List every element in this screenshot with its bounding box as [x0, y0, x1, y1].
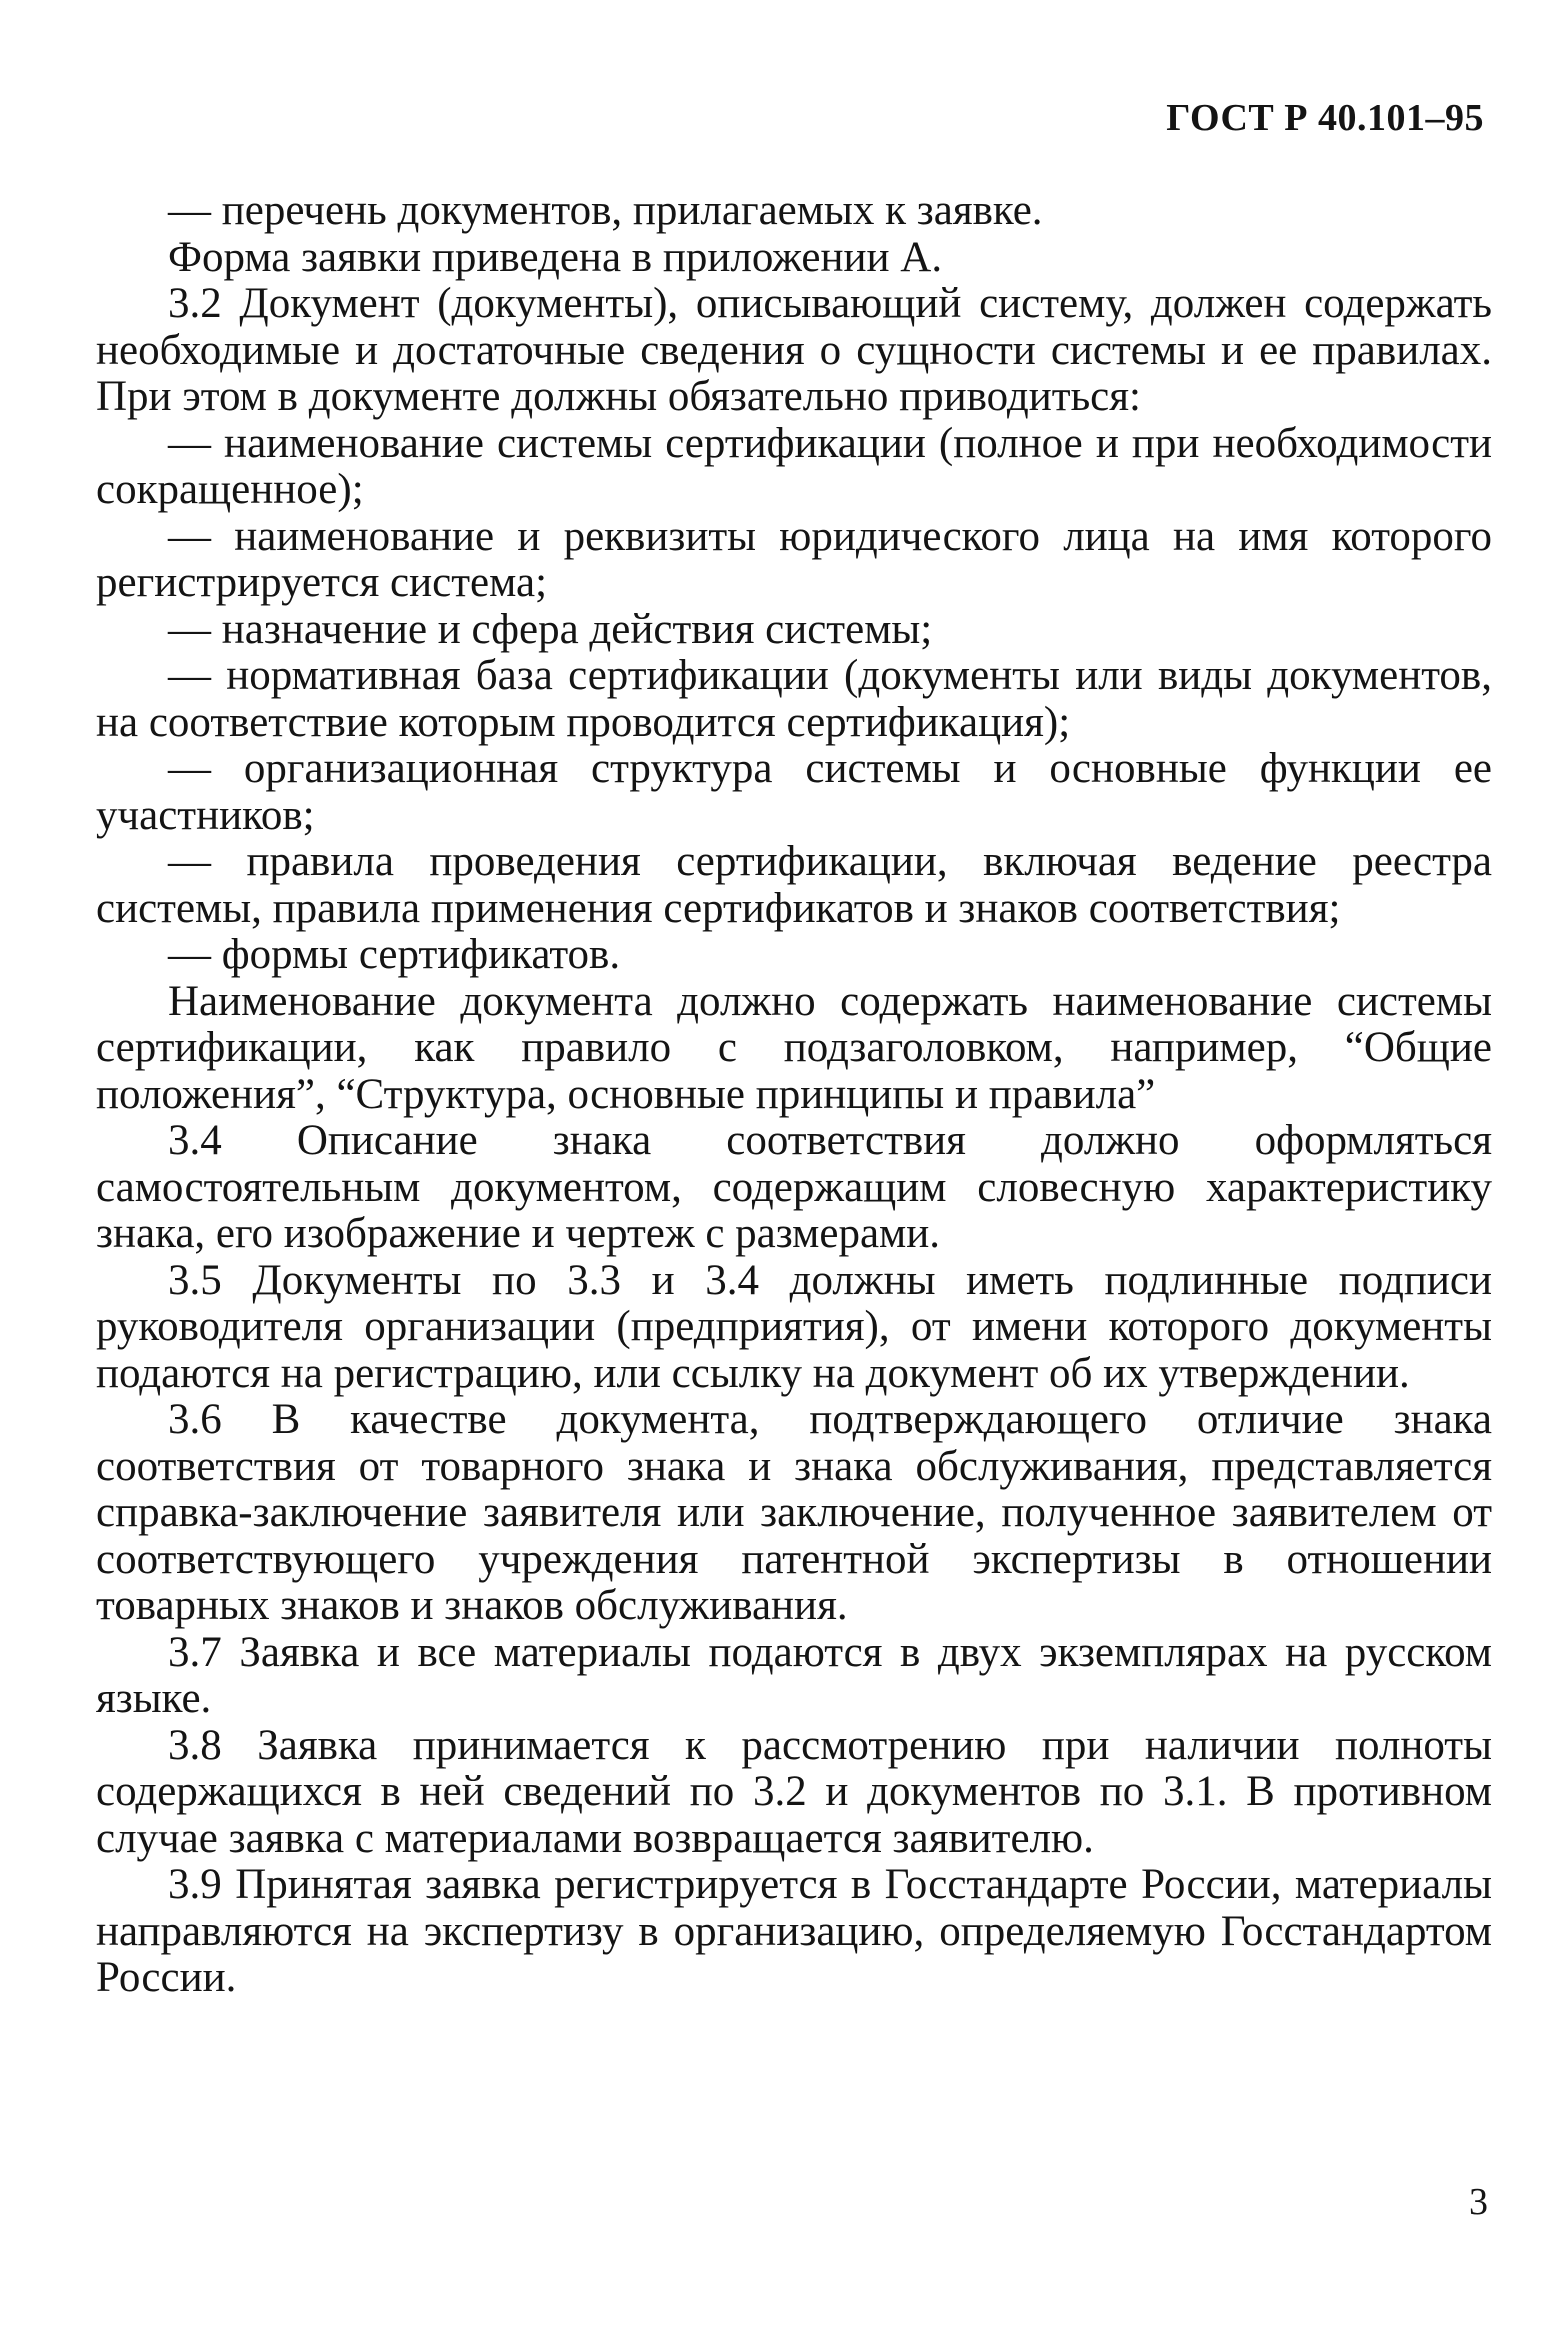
- clause-3-7: 3.7 Заявка и все материалы подаются в двух экземплярах на русском языке.: [96, 1628, 1492, 1722]
- paragraph-document-naming: Наименование документа должно содержать наименование системы сертификации, как правило с подзаголовком, например, “Общие положения”, “Структура, основные принципы и правила”: [96, 977, 1492, 1118]
- list-item-normative-base: — нормативная база сертификации (документы или виды документов, на соответствие которым проводится сертификация);: [96, 652, 1492, 746]
- clause-3-5: 3.5 Документы по 3.3 и 3.4 должны иметь подлинные подписи руководителя организации (предприятия), от имени которого документы подаются на регистрацию, или ссылку на документ об их утверждении.: [96, 1256, 1492, 1397]
- page-number: 3: [1469, 2181, 1488, 2223]
- list-item-legal-entity: — наименование и реквизиты юридического лица на имя которого регистрируется система;: [96, 512, 1492, 606]
- document-body: [96, 188, 1492, 2002]
- clause-3-2: 3.2 Документ (документы), описывающий систему, должен содержать необходимые и достаточные сведения о сущности системы и ее правилах. При этом в документе должны обязательно приводиться:: [96, 280, 1492, 420]
- clause-3-6: 3.6 В качестве документа, подтверждающего отличие знака соответствия от товарного знака и знака обслуживания, представляется справка-заключение заявителя или заключение, полученное заявителем от соответствующего учреждения патентной экспертизы в отношении товарных знаков и знаков обслуживания.: [96, 1396, 1492, 1629]
- list-item-attached-documents: — перечень документов, прилагаемых к заявке.: [168, 187, 1043, 234]
- list-item-org-structure: — организационная структура системы и основные функции ее участников;: [96, 745, 1492, 839]
- list-item-purpose-scope: — назначение и сфера действия системы;: [168, 605, 933, 653]
- paragraph-application-form: Форма заявки приведена в приложении А.: [168, 233, 943, 281]
- clause-3-9: 3.9 Принятая заявка регистрируется в Госстандарте России, материалы направляются на экспертизу в организацию, определяемую Госстандартом России.: [96, 1861, 1492, 2001]
- clause-3-4: 3.4 Описание знака соответствия должно оформляться самостоятельным документом, содержащим словесную характеристику знака, его изображение и чертеж с размерами.: [96, 1117, 1492, 1257]
- clause-3-8: 3.8 Заявка принимается к рассмотрению при наличии полноты содержащихся в ней сведений по 3.2 и документов по 3.1. В противном случае заявка с материалами возвращается заявителю.: [96, 1721, 1492, 1862]
- list-item-system-name: — наименование системы сертификации (полное и при необходимости сокращенное);: [96, 419, 1492, 513]
- standard-code-header: ГОСТ Р 40.101–95: [1166, 97, 1484, 139]
- list-item-certificate-forms: — формы сертификатов.: [168, 931, 621, 978]
- list-item-certification-rules: — правила проведения сертификации, включая ведение реестра системы, правила применения сертификатов и знаков соответствия;: [96, 838, 1492, 932]
